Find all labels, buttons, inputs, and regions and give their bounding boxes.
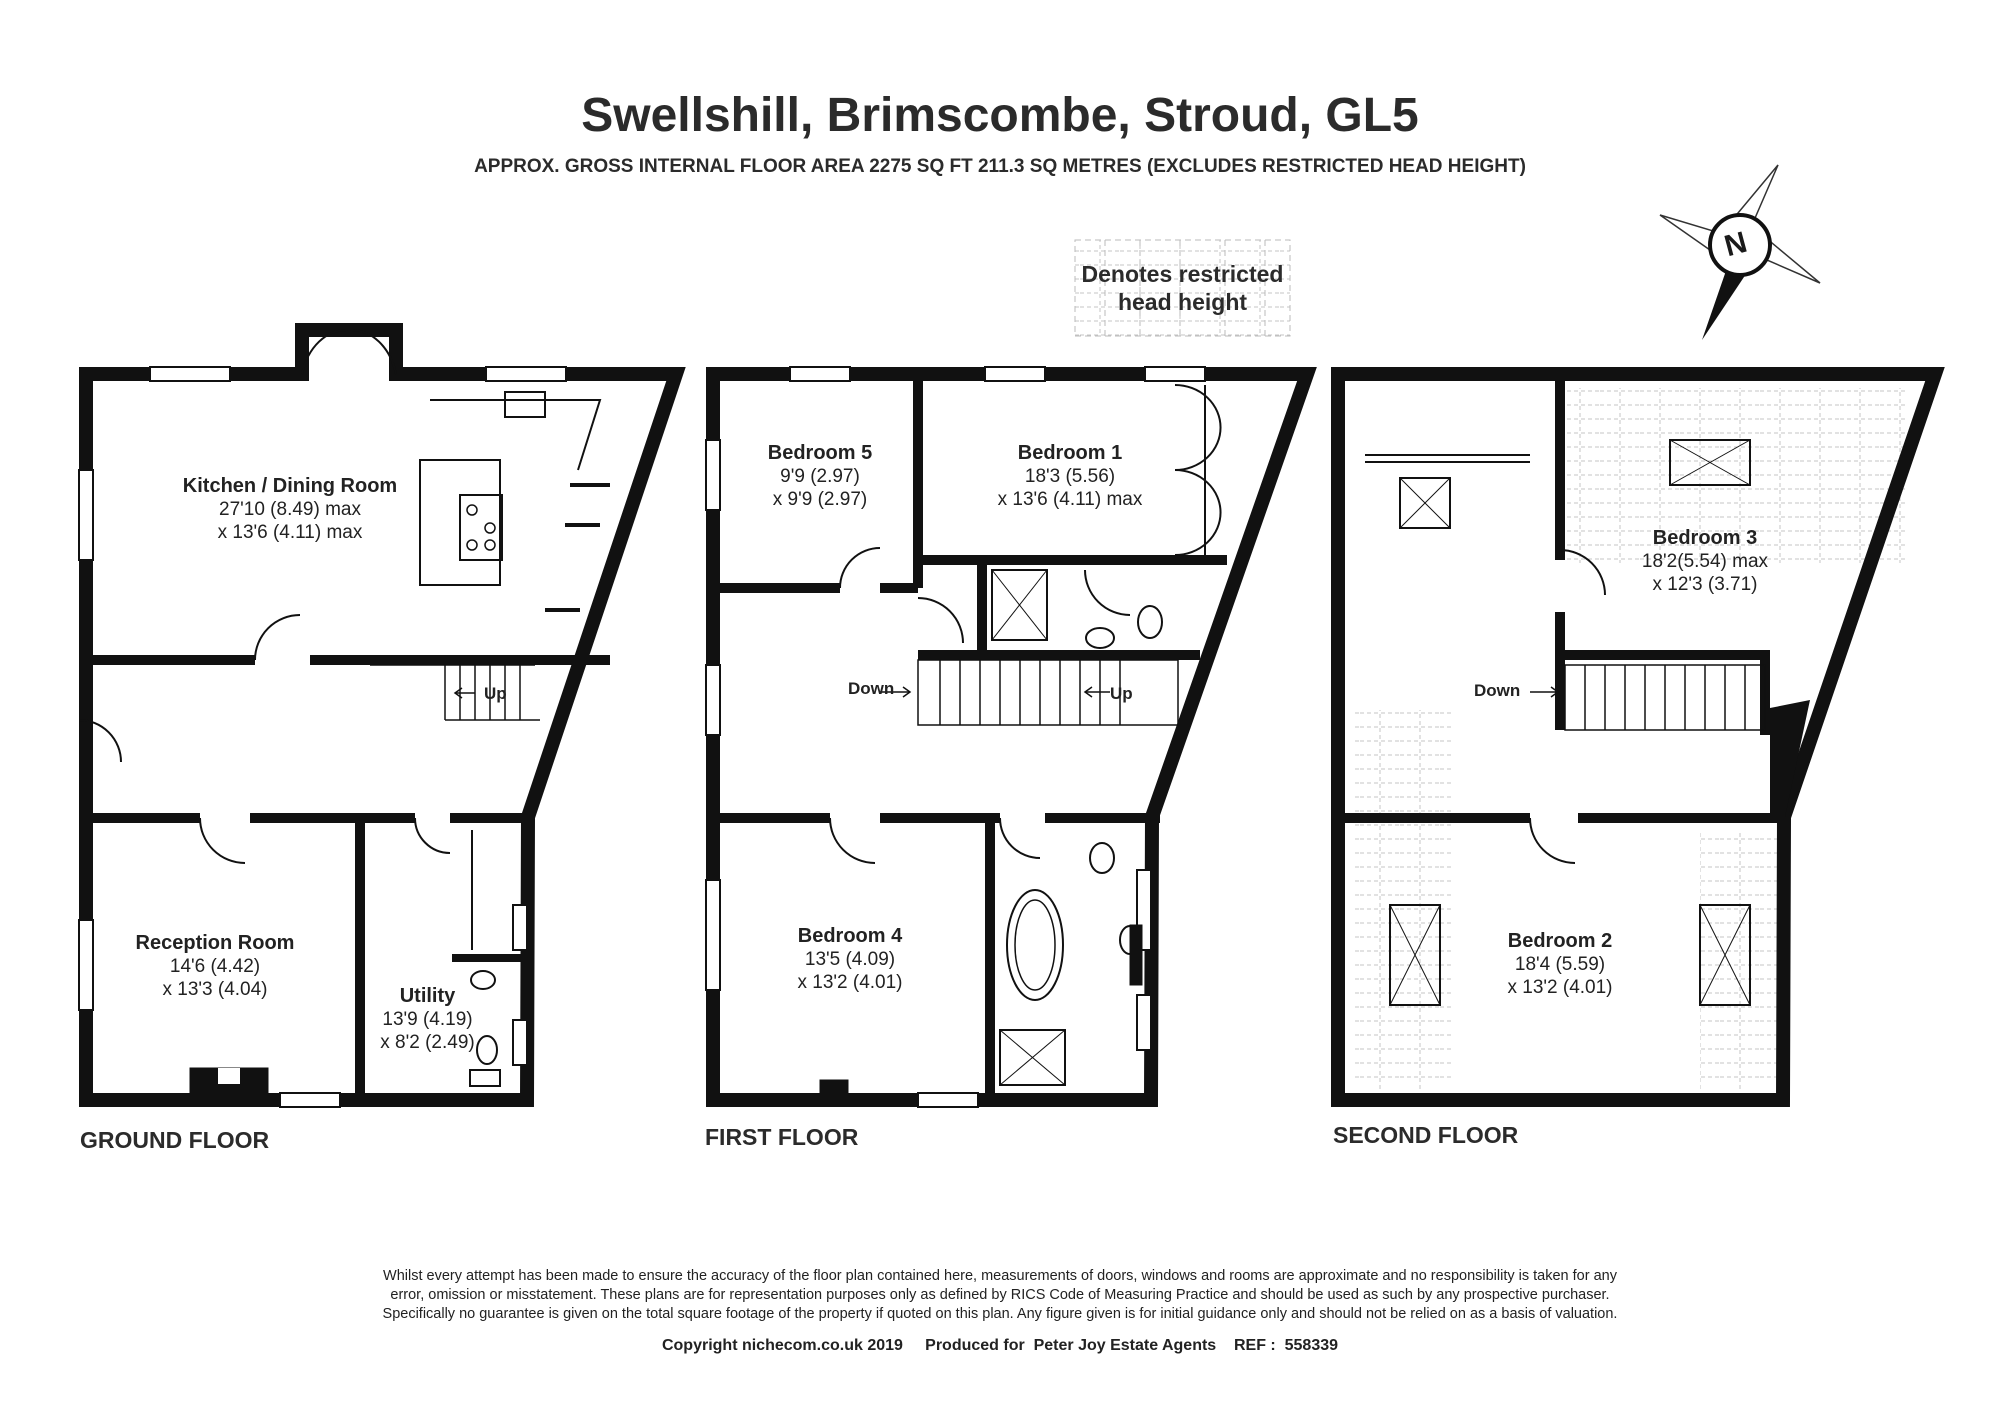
bedroom-2 [1460, 930, 1660, 999]
bedroom4-dim2: x 13'2 (4.01) [797, 972, 903, 993]
disclaimer-line-1: Whilst every attempt has been made to ensure the accuracy of the floor plan contained here, measurements of doors, windows and rooms are approximate and no responsibility is taken for any [383, 1268, 1617, 1284]
reception-room [100, 932, 330, 1001]
ground-floor-label: GROUND FLOOR [80, 1127, 270, 1153]
reception-dim2: x 13'3 (4.04) [162, 979, 268, 1000]
copyright-line: Copyright nichecom.co.uk 2019 Produced for Peter Joy Estate Agents REF : 558339 [661, 1337, 1339, 1354]
bedroom3-name: Bedroom 3 [1652, 527, 1758, 549]
bedroom-5 [735, 442, 905, 511]
restricted-height-legend [1070, 260, 1295, 316]
bedroom2-dim1: 18'4 (5.59) [1514, 954, 1606, 975]
kitchen-dining-room [140, 475, 440, 544]
bedroom5-dim2: x 9'9 (2.97) [772, 489, 868, 510]
reception-name: Reception Room [135, 932, 295, 954]
first-stairs-down-label: Down [848, 679, 895, 698]
disclaimer-line-3: Specifically no guarantee is given on the total square footage of the property if quoted on this plan. Any figure given is for initial guidance only and should not be relied on as a basis of valuation. [382, 1306, 1618, 1322]
floor-area-subtitle: APPROX. GROSS INTERNAL FLOOR AREA 2275 SQ FT 211.3 SQ METRES (EXCLUDES RESTRICTED HEAD HEIGHT) [474, 156, 1526, 177]
first-floor-label: FIRST FLOOR [705, 1124, 859, 1150]
bedroom1-dim2: x 13'6 (4.11) max [997, 489, 1143, 510]
disclaimer-line-2: error, omission or misstatement. These plans are for representation purposes only as defined by RICS Code of Measuring Practice and should be used as such by any prospective purchaser. [390, 1287, 1610, 1303]
kitchen-dim2: x 13'6 (4.11) max [217, 522, 363, 543]
legend-line-1: Denotes restricted [1081, 261, 1284, 287]
utility-room [365, 985, 490, 1054]
utility-dim1: 13'9 (4.19) [382, 1009, 473, 1030]
utility-name: Utility [399, 985, 456, 1007]
compass-north-label: N [1720, 225, 1751, 264]
bedroom1-name: Bedroom 1 [1017, 442, 1123, 464]
kitchen-dim1: 27'10 (8.49) max [219, 499, 361, 520]
reception-dim1: 14'6 (4.42) [169, 956, 261, 977]
bedroom3-dim1: 18'2(5.54) max [1641, 551, 1769, 572]
bedroom-3 [1605, 527, 1805, 596]
bedroom5-name: Bedroom 5 [767, 442, 873, 464]
bedroom4-dim1: 13'5 (4.09) [804, 949, 896, 970]
bedroom2-dim2: x 13'2 (4.01) [1507, 977, 1613, 998]
utility-dim2: x 8'2 (2.49) [380, 1032, 475, 1053]
page-title: Swellshill, Brimscombe, Stroud, GL5 [581, 89, 1419, 142]
disclaimer [280, 1267, 1720, 1324]
bedroom3-dim2: x 12'3 (3.71) [1652, 574, 1758, 595]
bedroom2-name: Bedroom 2 [1507, 930, 1613, 952]
first-stairs-up-label: Up [1110, 684, 1133, 703]
second-stairs-down-label: Down [1474, 681, 1521, 700]
bedroom5-dim1: 9'9 (2.97) [780, 466, 860, 487]
bedroom4-name: Bedroom 4 [797, 925, 903, 947]
kitchen-name: Kitchen / Dining Room [182, 475, 398, 497]
bedroom-4 [750, 925, 950, 994]
bedroom1-dim1: 18'3 (5.56) [1024, 466, 1116, 487]
second-floor-label: SECOND FLOOR [1333, 1122, 1519, 1148]
ground-stairs-up-label: Up [484, 684, 507, 703]
bedroom-1 [960, 442, 1180, 511]
legend-line-2: head height [1117, 289, 1248, 315]
